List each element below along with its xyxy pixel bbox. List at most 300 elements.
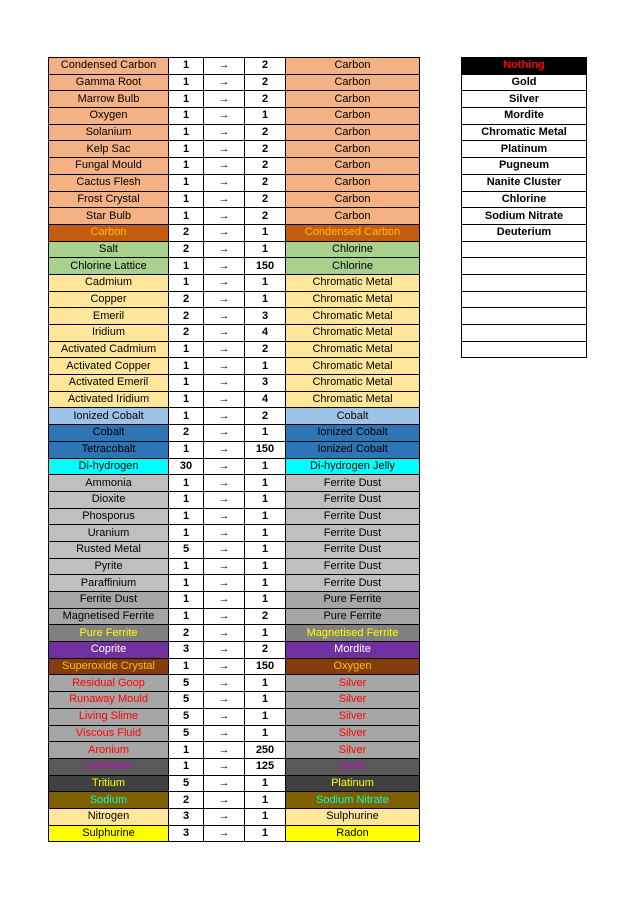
recipe-row [49,558,420,575]
arrow-icon: → [204,541,245,558]
output-quantity-cell: 150 [245,441,286,458]
output-material-cell: Mordite [286,642,420,659]
recipe-row [49,458,420,475]
element-list-cell: Deuterium [462,224,587,241]
arrow-icon: → [204,325,245,342]
output-quantity-cell: 1 [245,675,286,692]
element-list-cell: Mordite [462,108,587,125]
arrow-icon: → [204,575,245,592]
input-quantity-cell: 3 [169,825,204,842]
input-quantity-cell: 1 [169,475,204,492]
element-list-row [462,58,587,75]
input-material-cell: Superoxide Crystal [49,658,169,675]
output-material-cell: Condensed Carbon [286,224,420,241]
output-material-cell: Carbon [286,74,420,91]
output-material-cell: Silver [286,708,420,725]
output-quantity-cell: 1 [245,775,286,792]
input-material-cell: Pyrite [49,558,169,575]
recipe-row [49,775,420,792]
element-list-cell: Gold [462,74,587,91]
input-quantity-cell: 2 [169,291,204,308]
arrow-icon: → [204,341,245,358]
output-material-cell: Chromatic Metal [286,358,420,375]
input-material-cell: Ferrite Dust [49,592,169,609]
output-material-cell: Carbon [286,91,420,108]
output-material-cell: Silver [286,692,420,709]
recipe-row [49,308,420,325]
output-quantity-cell: 2 [245,608,286,625]
arrow-icon: → [204,758,245,775]
output-quantity-cell: 2 [245,191,286,208]
recipe-row [49,341,420,358]
input-quantity-cell: 1 [169,375,204,392]
recipe-row [49,441,420,458]
input-quantity-cell: 1 [169,158,204,175]
output-material-cell: Ferrite Dust [286,491,420,508]
input-material-cell: Activated Cadmium [49,341,169,358]
arrow-icon: → [204,391,245,408]
output-quantity-cell: 1 [245,491,286,508]
recipe-row [49,58,420,75]
input-quantity-cell: 1 [169,274,204,291]
arrow-icon: → [204,358,245,375]
input-quantity-cell: 5 [169,725,204,742]
element-list-cell: Chlorine [462,191,587,208]
input-material-cell: Lemmium [49,758,169,775]
input-material-cell: Viscous Fluid [49,725,169,742]
element-list-row [462,224,587,241]
output-material-cell: Chromatic Metal [286,375,420,392]
input-quantity-cell: 2 [169,792,204,809]
output-material-cell: Chromatic Metal [286,341,420,358]
input-material-cell: Dioxite [49,491,169,508]
arrow-icon: → [204,642,245,659]
arrow-icon: → [204,425,245,442]
output-material-cell: Pure Ferrite [286,592,420,609]
recipe-row [49,258,420,275]
element-list-row [462,91,587,108]
input-material-cell: Sulphurine [49,825,169,842]
recipe-row [49,758,420,775]
output-quantity-cell: 1 [245,525,286,542]
recipe-row [49,408,420,425]
input-material-cell: Aronium [49,742,169,759]
arrow-icon: → [204,675,245,692]
output-material-cell: Ferrite Dust [286,525,420,542]
input-material-cell: Chlorine Lattice [49,258,169,275]
input-quantity-cell: 1 [169,592,204,609]
output-quantity-cell: 1 [245,558,286,575]
output-material-cell: Ionized Cobalt [286,425,420,442]
input-quantity-cell: 1 [169,91,204,108]
recipe-row [49,158,420,175]
element-list-row [462,191,587,208]
output-quantity-cell: 1 [245,792,286,809]
input-material-cell: Fungal Mould [49,158,169,175]
output-quantity-cell: 2 [245,141,286,158]
output-material-cell: Chromatic Metal [286,274,420,291]
recipe-row [49,141,420,158]
output-quantity-cell: 1 [245,224,286,241]
recipe-row [49,475,420,492]
arrow-icon: → [204,91,245,108]
arrow-icon: → [204,525,245,542]
recipe-row [49,725,420,742]
output-material-cell: Carbon [286,124,420,141]
element-list-cell: Silver [462,91,587,108]
input-material-cell: Solanium [49,124,169,141]
input-quantity-cell: 2 [169,325,204,342]
element-list-row [462,341,587,358]
recipe-row [49,91,420,108]
recipe-row [49,124,420,141]
arrow-icon: → [204,408,245,425]
element-list-cell: Nothing [462,58,587,75]
element-list-row [462,124,587,141]
arrow-icon: → [204,375,245,392]
output-material-cell: Di-hydrogen Jelly [286,458,420,475]
input-material-cell: Marrow Bulb [49,91,169,108]
element-list-row [462,325,587,342]
arrow-icon: → [204,191,245,208]
element-list-cell [462,341,587,358]
arrow-icon: → [204,258,245,275]
output-material-cell: Chlorine [286,241,420,258]
element-list-row [462,274,587,291]
element-list-row [462,208,587,225]
output-quantity-cell: 2 [245,74,286,91]
element-list-table [461,57,587,358]
output-quantity-cell: 250 [245,742,286,759]
output-material-cell: Radon [286,825,420,842]
output-quantity-cell: 125 [245,758,286,775]
arrow-icon: → [204,241,245,258]
arrow-icon: → [204,124,245,141]
input-material-cell: Cobalt [49,425,169,442]
element-list-cell: Nanite Cluster [462,174,587,191]
element-list-row [462,108,587,125]
output-quantity-cell: 1 [245,808,286,825]
arrow-icon: → [204,291,245,308]
arrow-icon: → [204,141,245,158]
recipe-row [49,375,420,392]
output-quantity-cell: 1 [245,241,286,258]
arrow-icon: → [204,592,245,609]
output-quantity-cell: 1 [245,541,286,558]
input-material-cell: Oxygen [49,108,169,125]
element-list-row [462,291,587,308]
input-quantity-cell: 1 [169,758,204,775]
input-material-cell: Kelp Sac [49,141,169,158]
output-material-cell: Pure Ferrite [286,608,420,625]
arrow-icon: → [204,475,245,492]
recipe-row [49,224,420,241]
output-quantity-cell: 2 [245,408,286,425]
arrow-icon: → [204,608,245,625]
recipe-row [49,208,420,225]
output-material-cell: Silver [286,675,420,692]
recipe-row [49,808,420,825]
input-material-cell: Cadmium [49,274,169,291]
recipe-row [49,325,420,342]
output-material-cell: Cobalt [286,408,420,425]
input-material-cell: Residual Goop [49,675,169,692]
input-quantity-cell: 1 [169,658,204,675]
input-quantity-cell: 1 [169,525,204,542]
output-material-cell: Carbon [286,174,420,191]
output-quantity-cell: 2 [245,341,286,358]
output-material-cell: Chromatic Metal [286,308,420,325]
arrow-icon: → [204,308,245,325]
output-quantity-cell: 1 [245,108,286,125]
output-material-cell: Magnetised Ferrite [286,625,420,642]
output-material-cell: Gold [286,758,420,775]
output-material-cell: Sodium Nitrate [286,792,420,809]
recipe-row [49,608,420,625]
element-list-row [462,74,587,91]
output-quantity-cell: 2 [245,642,286,659]
element-list-cell [462,325,587,342]
arrow-icon: → [204,708,245,725]
arrow-icon: → [204,224,245,241]
input-material-cell: Carbon [49,224,169,241]
input-quantity-cell: 5 [169,675,204,692]
element-list-cell: Pugneum [462,158,587,175]
input-material-cell: Living Slime [49,708,169,725]
input-quantity-cell: 3 [169,808,204,825]
input-material-cell: Frost Crystal [49,191,169,208]
element-list-row [462,158,587,175]
output-material-cell: Carbon [286,141,420,158]
recipe-row [49,108,420,125]
output-quantity-cell: 2 [245,174,286,191]
recipe-row [49,658,420,675]
output-material-cell: Silver [286,742,420,759]
recipe-row [49,74,420,91]
arrow-icon: → [204,692,245,709]
arrow-icon: → [204,558,245,575]
input-material-cell: Nitrogen [49,808,169,825]
output-quantity-cell: 1 [245,475,286,492]
input-material-cell: Runaway Mould [49,692,169,709]
input-quantity-cell: 2 [169,241,204,258]
recipe-row [49,708,420,725]
arrow-icon: → [204,792,245,809]
output-quantity-cell: 4 [245,325,286,342]
output-material-cell: Carbon [286,158,420,175]
input-quantity-cell: 1 [169,558,204,575]
arrow-icon: → [204,208,245,225]
arrow-icon: → [204,725,245,742]
output-material-cell: Platinum [286,775,420,792]
input-material-cell: Tetracobalt [49,441,169,458]
element-list-cell [462,274,587,291]
input-material-cell: Iridium [49,325,169,342]
input-quantity-cell: 1 [169,341,204,358]
arrow-icon: → [204,74,245,91]
input-quantity-cell: 1 [169,575,204,592]
recipe-row [49,625,420,642]
input-material-cell: Sodium [49,792,169,809]
input-quantity-cell: 1 [169,191,204,208]
recipe-row [49,525,420,542]
input-quantity-cell: 1 [169,608,204,625]
output-quantity-cell: 150 [245,258,286,275]
output-material-cell: Chromatic Metal [286,291,420,308]
output-material-cell: Carbon [286,191,420,208]
output-quantity-cell: 1 [245,425,286,442]
output-quantity-cell: 1 [245,575,286,592]
input-quantity-cell: 5 [169,541,204,558]
input-quantity-cell: 1 [169,391,204,408]
input-quantity-cell: 1 [169,408,204,425]
element-list-row [462,308,587,325]
output-quantity-cell: 2 [245,91,286,108]
output-material-cell: Carbon [286,208,420,225]
output-quantity-cell: 3 [245,308,286,325]
recipe-row [49,358,420,375]
arrow-icon: → [204,825,245,842]
recipe-row [49,675,420,692]
arrow-icon: → [204,625,245,642]
recipe-row [49,592,420,609]
output-quantity-cell: 1 [245,708,286,725]
input-material-cell: Emeril [49,308,169,325]
element-list-cell [462,308,587,325]
output-quantity-cell: 150 [245,658,286,675]
input-quantity-cell: 1 [169,441,204,458]
output-quantity-cell: 1 [245,825,286,842]
input-quantity-cell: 2 [169,308,204,325]
output-quantity-cell: 3 [245,375,286,392]
input-quantity-cell: 5 [169,692,204,709]
recipe-row [49,191,420,208]
input-material-cell: Uranium [49,525,169,542]
recipe-row [49,692,420,709]
recipe-row [49,174,420,191]
output-material-cell: Carbon [286,58,420,75]
input-material-cell: Paraffinium [49,575,169,592]
input-quantity-cell: 5 [169,708,204,725]
output-material-cell: Oxygen [286,658,420,675]
output-material-cell: Ferrite Dust [286,575,420,592]
input-material-cell: Activated Iridium [49,391,169,408]
output-quantity-cell: 4 [245,391,286,408]
arrow-icon: → [204,274,245,291]
input-material-cell: Cactus Flesh [49,174,169,191]
output-material-cell: Ionized Cobalt [286,441,420,458]
input-quantity-cell: 1 [169,258,204,275]
output-material-cell: Chromatic Metal [286,391,420,408]
output-quantity-cell: 1 [245,625,286,642]
input-material-cell: Activated Copper [49,358,169,375]
input-quantity-cell: 1 [169,208,204,225]
input-quantity-cell: 1 [169,491,204,508]
input-quantity-cell: 1 [169,358,204,375]
arrow-icon: → [204,508,245,525]
element-list-row [462,141,587,158]
output-material-cell: Sulphurine [286,808,420,825]
element-list-row [462,241,587,258]
output-material-cell: Silver [286,725,420,742]
output-material-cell: Ferrite Dust [286,558,420,575]
input-quantity-cell: 1 [169,141,204,158]
recipe-row [49,241,420,258]
recipe-row [49,575,420,592]
recipe-row [49,491,420,508]
arrow-icon: → [204,158,245,175]
output-quantity-cell: 1 [245,291,286,308]
output-quantity-cell: 1 [245,508,286,525]
arrow-icon: → [204,742,245,759]
input-quantity-cell: 1 [169,124,204,141]
input-material-cell: Pure Ferrite [49,625,169,642]
recipe-row [49,291,420,308]
output-material-cell: Chlorine [286,258,420,275]
input-material-cell: Salt [49,241,169,258]
refiner-recipe-table [48,57,420,842]
recipe-row [49,391,420,408]
element-list-cell [462,258,587,275]
element-list-cell: Sodium Nitrate [462,208,587,225]
input-quantity-cell: 1 [169,58,204,75]
output-quantity-cell: 2 [245,158,286,175]
output-quantity-cell: 1 [245,458,286,475]
recipe-row [49,642,420,659]
input-quantity-cell: 3 [169,642,204,659]
input-material-cell: Gamma Root [49,74,169,91]
input-quantity-cell: 5 [169,775,204,792]
input-material-cell: Di-hydrogen [49,458,169,475]
arrow-icon: → [204,775,245,792]
input-quantity-cell: 2 [169,224,204,241]
input-quantity-cell: 1 [169,174,204,191]
output-quantity-cell: 1 [245,725,286,742]
input-material-cell: Copper [49,291,169,308]
arrow-icon: → [204,174,245,191]
output-quantity-cell: 1 [245,274,286,291]
output-quantity-cell: 2 [245,208,286,225]
output-material-cell: Ferrite Dust [286,541,420,558]
recipe-row [49,825,420,842]
input-material-cell: Condensed Carbon [49,58,169,75]
input-quantity-cell: 30 [169,458,204,475]
recipe-row [49,742,420,759]
input-material-cell: Star Bulb [49,208,169,225]
element-list-cell [462,291,587,308]
output-material-cell: Ferrite Dust [286,508,420,525]
arrow-icon: → [204,491,245,508]
element-list-cell: Chromatic Metal [462,124,587,141]
recipe-row [49,508,420,525]
output-material-cell: Ferrite Dust [286,475,420,492]
input-material-cell: Tritium [49,775,169,792]
element-list-cell [462,241,587,258]
arrow-icon: → [204,441,245,458]
input-quantity-cell: 2 [169,625,204,642]
recipe-row [49,425,420,442]
arrow-icon: → [204,458,245,475]
element-list-row [462,174,587,191]
output-material-cell: Chromatic Metal [286,325,420,342]
input-material-cell: Ionized Cobalt [49,408,169,425]
input-material-cell: Ammonia [49,475,169,492]
input-quantity-cell: 1 [169,508,204,525]
input-material-cell: Rusted Metal [49,541,169,558]
input-material-cell: Activated Emeril [49,375,169,392]
arrow-icon: → [204,58,245,75]
arrow-icon: → [204,808,245,825]
